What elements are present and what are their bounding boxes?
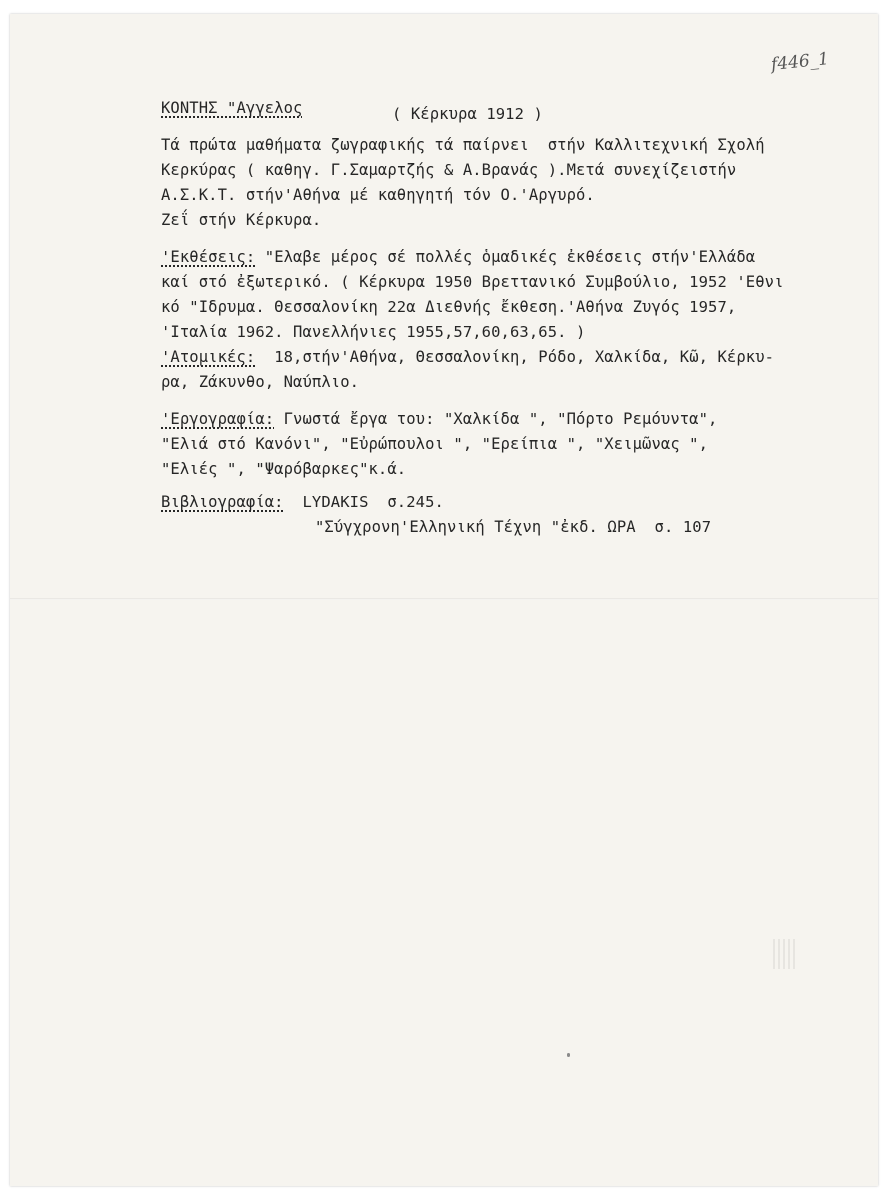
- bibliography-text: LYDAKIS σ.245.: [283, 493, 444, 511]
- works-text: Γνωστά ἔργα του: "Χαλκίδα ", "Πόρτο Ρεμόυντα",: [274, 410, 718, 428]
- exhibitions-text: "Ελαβε μέρος σέ πολλές ὁμαδικές ἐκθέσεις στήν'Ελλάδα: [255, 248, 756, 266]
- exhibitions-line: κό "Ιδρυμα. Θεσσαλονίκη 22α Διεθνής ἔκθεση.'Αθήνα Ζυγός 1957,: [161, 298, 737, 316]
- exhibitions-line: 'Ιταλία 1962. Πανελλήνιες 1955,57,60,63,65. ): [161, 323, 586, 341]
- bibliography-line: [161, 490, 861, 515]
- works-line: "Ελιά στό Κανόνι", "Εὐρώπουλοι ", "Ερείπια ", "Χειμῶνας ",: [161, 435, 709, 453]
- bio-line: Κερκύρας ( καθηγ. Γ.Σαμαρτζής & Α.Βρανάς ).Μετά συνεχίζειστήν: [161, 161, 737, 179]
- bibliography-line: "Σύγχρονη'Ελληνική Τέχνη "ἐκδ. ΩΡΑ σ. 107: [315, 518, 712, 536]
- bio-line: Α.Σ.Κ.Τ. στήν'Αθήνα μέ καθηγητή τόν Ο.'Αργυρό.: [161, 186, 595, 204]
- paper-smudge: [773, 939, 795, 969]
- solo-text: 18,στήν'Αθήνα, Θεσσαλονίκη, Ρόδο, Χαλκίδα, Κῶ, Κέρκυ-: [255, 348, 775, 366]
- works-label: 'Εργογραφία:: [161, 410, 275, 428]
- bio-line: Ζεΐ στήν Κέρκυρα.: [161, 211, 322, 229]
- exhibitions-label: 'Εκθέσεις:: [161, 248, 256, 266]
- exhibitions-line: [161, 245, 861, 270]
- paper-fold: [10, 598, 878, 600]
- archive-reference-number: f446_1: [770, 49, 830, 75]
- artist-name: ΚΟΝΤΗΣ "Αγγελος: [161, 99, 303, 117]
- bibliography-label: Βιβλιογραφία:: [161, 493, 284, 511]
- solo-line: ρα, Ζάκυνθο, Ναύπλιο.: [161, 373, 360, 391]
- title-row: [161, 96, 861, 121]
- paper-speck: [567, 1053, 570, 1057]
- exhibitions-line: καί στό ἐξωτερικό. ( Κέρκυρα 1950 Βρεττανικό Συμβούλιο, 1952 'Εθνι: [161, 273, 784, 291]
- biography-text: [161, 96, 861, 540]
- works-line: [161, 407, 861, 432]
- works-line: "Ελιές ", "Ψαρόβαρκες"κ.ά.: [161, 460, 407, 478]
- bio-line: Τά πρώτα μαθήματα ζωγραφικής τά παίρνει στήν Καλλιτεχνική Σχολή: [161, 136, 765, 154]
- solo-label: 'Ατομικές:: [161, 348, 256, 366]
- solo-line: [161, 345, 861, 370]
- birth-place-year: ( Κέρκυρα 1912 ): [392, 105, 543, 123]
